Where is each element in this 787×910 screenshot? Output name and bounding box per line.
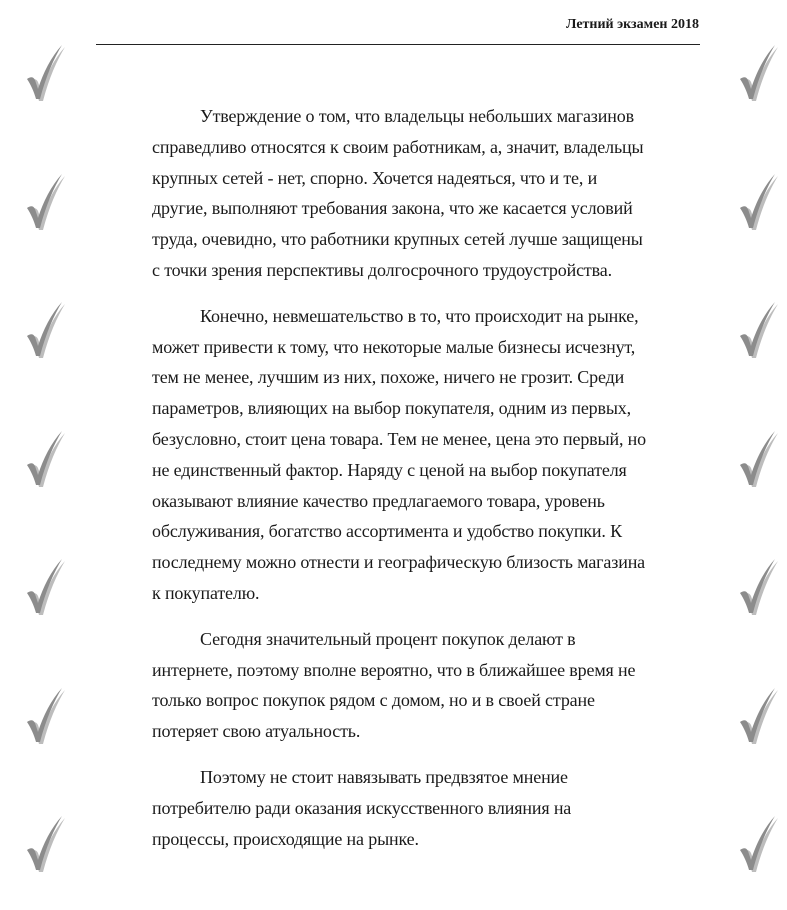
paragraph: Конечно, невмешательство в то, что происходит на рынке, может привести к тому, что некоторые малые бизнесы исчезнут, тем не менее, лучшим из них, похоже, ничего не грозит. Среди параметров, влияющих на выбор покупателя, одним из первых, безусловно, стоит цена товара. Тем не менее, цена это первый, но не единственный фактор. Наряду с ценой на выбор покупателя оказывают влияние качество предлагаемого товара, уровень обслуживания, богатство ассортимента и удобство покупки. К последнему можно отнести и географическую близость магазина к покупателю. bbox=[152, 305, 646, 603]
checkmark-icon bbox=[22, 554, 66, 618]
paragraph: Утверждение о том, что владельцы небольших магазинов справедливо относятся к своим работникам, а, значит, владельцы крупных сетей - нет, спорно. Хочется надеяться, что и те, и другие, выполняют требования закона, что же касается условий труда, очевидно, что работники крупных сетей лучше защищены с точки зрения перспективы долгосрочного трудоустройства. bbox=[152, 106, 644, 280]
checkmark-icon bbox=[735, 297, 779, 361]
checkmark-icon bbox=[22, 811, 66, 875]
checkmark-icon bbox=[735, 683, 779, 747]
checkmark-icon bbox=[22, 683, 66, 747]
checkmark-icon bbox=[735, 169, 779, 233]
checkmark-icon bbox=[735, 811, 779, 875]
paragraph: Сегодня значительный процент покупок делают в интернете, поэтому вполне вероятно, что в ближайшее время не только вопрос покупок рядом с домом, но и в своей стране потеряет свою атуальность. bbox=[152, 628, 636, 742]
checkmark-icon bbox=[22, 169, 66, 233]
checkmark-icon bbox=[22, 40, 66, 104]
checkmark-icon bbox=[22, 426, 66, 490]
checkmark-icon bbox=[735, 554, 779, 618]
document-body bbox=[152, 101, 652, 869]
checkmark-icon bbox=[735, 426, 779, 490]
header-divider bbox=[96, 44, 700, 45]
header-title: Летний экзамен 2018 bbox=[566, 17, 699, 32]
checkmark-icon bbox=[22, 297, 66, 361]
checkmark-icon bbox=[735, 40, 779, 104]
paragraph: Поэтому не стоит навязывать предвзятое мнение потребителю ради оказания искусственного влияния на процессы, происходящие на рынке. bbox=[152, 766, 572, 849]
